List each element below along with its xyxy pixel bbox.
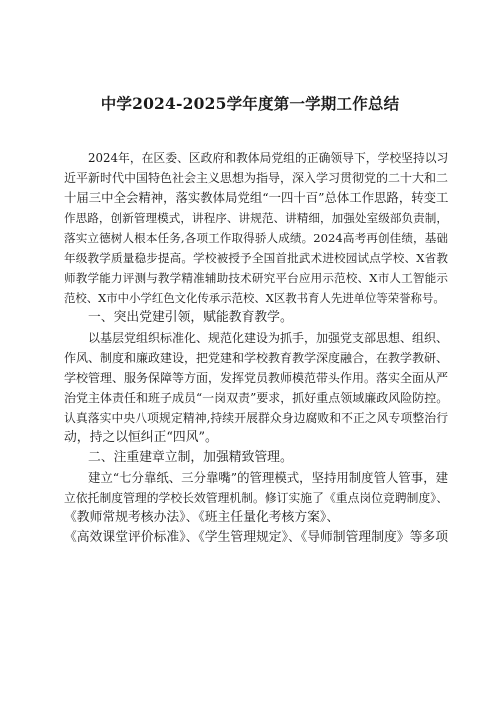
paragraph-1-line-8: 范校、X市中小学红色文化传承示范校、X区教书育人先进单位等荣誉称号。 — [64, 291, 445, 305]
document-body — [64, 148, 448, 548]
paragraph-2-line-6: 动，持之以恒纠正“四风”。 — [64, 430, 218, 445]
paragraph-1-line-5: 落实立德树人根本任务,各项工作取得骄人成绩。2024高考再创佳绩，基础 — [64, 231, 448, 245]
paragraph-2-line-4: 治党主体责任和班子成员“一岗双责”要求，抓好重点领域廉政风险防控。 — [64, 391, 449, 405]
paragraph-1-line-3: 十届三中全会精神，落实教体局党组“一四十百”总体工作思路，转变工 — [64, 190, 449, 205]
paragraph-3-line-2: 立依托制度管理的学校长效管理机制。修订实施了《重点岗位竞聘制度》、 — [64, 491, 448, 505]
document-title: 中学2024-2025学年度第一学期工作总结 — [100, 94, 400, 113]
paragraph-3-line-3: 《教师常规考核办法》、《班主任量化考核方案》、 — [64, 510, 340, 525]
paragraph-1-line-6: 年级教学质量稳步提高。学校被授予全国首批武术进校园试点学校、X省教 — [64, 251, 448, 265]
section-heading-1: 一、突出党建引领，赋能教育教学。 — [88, 310, 293, 325]
paragraph-1-line-2: 近平新时代中国特色社会主义思想为指导，深入学习贯彻党的二十大和二 — [64, 171, 449, 185]
paragraph-2-line-5: 认真落实中央八项规定精神,持续开展群众身边腐败和不正之风专项整治行 — [64, 411, 448, 425]
paragraph-2-line-3: 学校管理、服务保障等方面，发挥党员教师模范带头作用。落实全面从严 — [64, 371, 449, 385]
section-heading-2: 二、注重建章立制，加强精致管理。 — [88, 450, 293, 465]
paragraph-3-line-4: 《高效课堂评价标准》、《学生管理规定》、《导师制管理制度》等多项 — [64, 530, 448, 545]
paragraph-1-line-4: 作思路，创新管理模式，讲程序、讲规范、讲精细，加强处室级部负责制， — [64, 211, 448, 225]
paragraph-2-line-1: 以基层党组织标准化、规范化建设为抓手，加强党支部思想、组织、 — [88, 331, 449, 345]
paragraph-1-line-7: 师教学能力评测与教学精准辅助技术研究平台应用示范校、X市人工智能示 — [64, 271, 448, 285]
paragraph-3-line-1: 建立“七分靠纸、三分靠嘴”的管理模式，坚持用制度管人管事，建 — [88, 470, 448, 485]
paragraph-2-line-2: 作风、制度和廉政建设，把党建和学校教育教学深度融合，在教学教研、 — [64, 351, 449, 365]
paragraph-1-line-1: 2024年，在区委、区政府和教体局党组的正确领导下，学校坚持以习 — [88, 151, 449, 165]
